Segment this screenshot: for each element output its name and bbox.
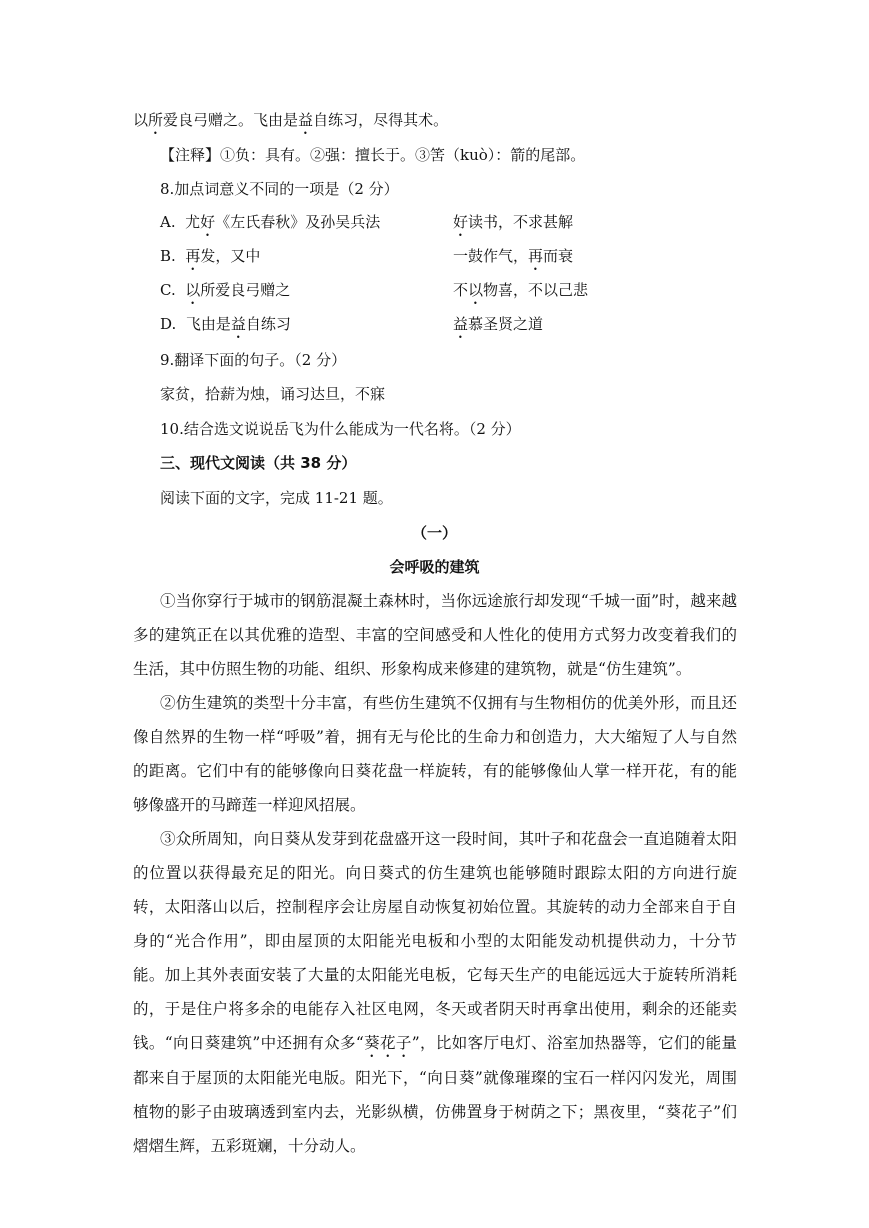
text-span: ”，比如客厅电灯、浴室加热器等，它们的能量都来自于屋顶的太阳能光电版。阳光下，“向日葵”就像璀璨的宝石一样闪闪发光，周围植物的影子由玻璃透到室内去，光影纵横，仿佛置身于树荫之下；黑夜里，“葵花子”们熠熠生辉，五彩斑斓，十分动人。 xyxy=(133,1034,737,1155)
text-span: 读书，不求甚解 xyxy=(468,213,574,231)
q9-sentence: 家贫，拾薪为烛，诵习达旦，不寐 xyxy=(160,385,386,403)
option-letter: C. xyxy=(160,281,176,299)
text-span: 《左氏春秋》及孙吴兵法 xyxy=(215,213,381,231)
text-span: 自练习，尽得其术。 xyxy=(313,111,449,129)
text-span: 发，又中 xyxy=(200,247,261,265)
text-span: 以 xyxy=(133,111,149,129)
option-letter: B. xyxy=(160,247,176,265)
q8-option-c-right xyxy=(453,280,588,308)
q8-option-d-left xyxy=(160,314,291,342)
q8-option-d-right xyxy=(453,314,543,342)
dotted-char: 再 xyxy=(185,247,201,265)
dotted-char: 再 xyxy=(528,247,544,265)
option-letter: D. xyxy=(160,315,177,333)
part-label: （一） xyxy=(411,524,457,542)
text-span: 不 xyxy=(453,281,469,299)
q8-option-a-left xyxy=(160,212,380,240)
dotted-char: 好 xyxy=(200,213,216,231)
paragraph-2: ②仿生建筑的类型十分丰富，有些仿生建筑不仅拥有与生物相仿的优美外形，而且还像自然界的生物一样“呼吸”着，拥有无与伦比的生命力和创造力，大大缩短了人与自然的距离。它们中有的能够像向日葵花盘一样旋转，有的能够像仙人掌一样开花，有的能够像盛开的马蹄莲一样迎风招展。 xyxy=(133,694,737,814)
q9-stem: 9.翻译下面的句子。（2 分） xyxy=(160,351,347,369)
option-letter: A. xyxy=(160,213,176,231)
text-span: 慕圣贤之道 xyxy=(468,315,544,333)
q10-stem: 10.结合选文说说岳飞为什么能成为一代名将。（2 分） xyxy=(160,420,521,438)
text-span: 所爱良弓赠之 xyxy=(200,281,291,299)
q8-stem: 8.加点词意义不同的一项是（2 分） xyxy=(160,180,399,198)
notes-line: 【注释】①负：具有。②强：擅长于。③筈（kuò）：箭的尾部。 xyxy=(160,146,586,164)
dotted-char: 以 xyxy=(468,281,484,299)
q8-option-a-right xyxy=(453,212,573,240)
dotted-char: 好 xyxy=(453,213,469,231)
q8-option-b-left xyxy=(160,246,260,274)
text-span: 自练习 xyxy=(245,315,291,333)
dotted-char: 以 xyxy=(185,281,201,299)
text-span: 物喜，不以己悲 xyxy=(483,281,589,299)
section-heading: 三、现代文阅读（共 38 分） xyxy=(160,454,357,472)
text-span: 飞由是 xyxy=(185,315,231,333)
dotted-char: 益 xyxy=(298,111,314,129)
text-span: 尤 xyxy=(185,213,201,231)
q8-option-b-right xyxy=(453,246,573,274)
dotted-char: 益 xyxy=(453,315,469,333)
text-span: 而衰 xyxy=(543,247,574,265)
section-instruction: 阅读下面的文字，完成 11-21 题。 xyxy=(160,489,393,507)
text-span: ③众所周知，向日葵从发芽到花盘盛开这一段时间，其叶子和花盘会一直追随着太阳的位置以获得最充足的阳光。向日葵式的仿生建筑也能够随时跟踪太阳的方向进行旋转，太阳落山以后，控制程序会让房屋自动恢复初始位置。其旋转的动力全部来自于自身的“光合作用”，即由屋顶的太阳能光电板和小型的太阳能发动机提供动力，十分节能。加上其外表面安装了大量的太阳能光电板，它每天生产的电能远远大于旋转所消耗的，于是住户将多余的电能存入社区电网，冬天或者阴天时再拿出使用，剩余的还能卖钱。“向日葵建筑”中还拥有众多“ xyxy=(133,830,737,1052)
passage-end-line xyxy=(133,110,448,138)
paragraph-1: ①当你穿行于城市的钢筋混凝土森林时，当你远途旅行却发现“千城一面”时，越来越多的建筑正在以其优雅的造型、丰富的空间感受和人性化的使用方式努力改变着我们的生活，其中仿照生物的功能、组织、形象构成来修建的建筑物，就是“仿生建筑”。 xyxy=(133,592,737,678)
dotted-text: 葵花子 xyxy=(363,1034,412,1052)
dotted-char: 所 xyxy=(148,111,164,129)
q8-option-c-left xyxy=(160,280,290,308)
text-span: 一鼓作气， xyxy=(453,247,529,265)
article-title: 会呼吸的建筑 xyxy=(389,558,480,576)
dotted-char: 益 xyxy=(230,315,246,333)
paragraph-3 xyxy=(133,822,737,1163)
text-span: 爱良弓赠之。飞由是 xyxy=(163,111,299,129)
